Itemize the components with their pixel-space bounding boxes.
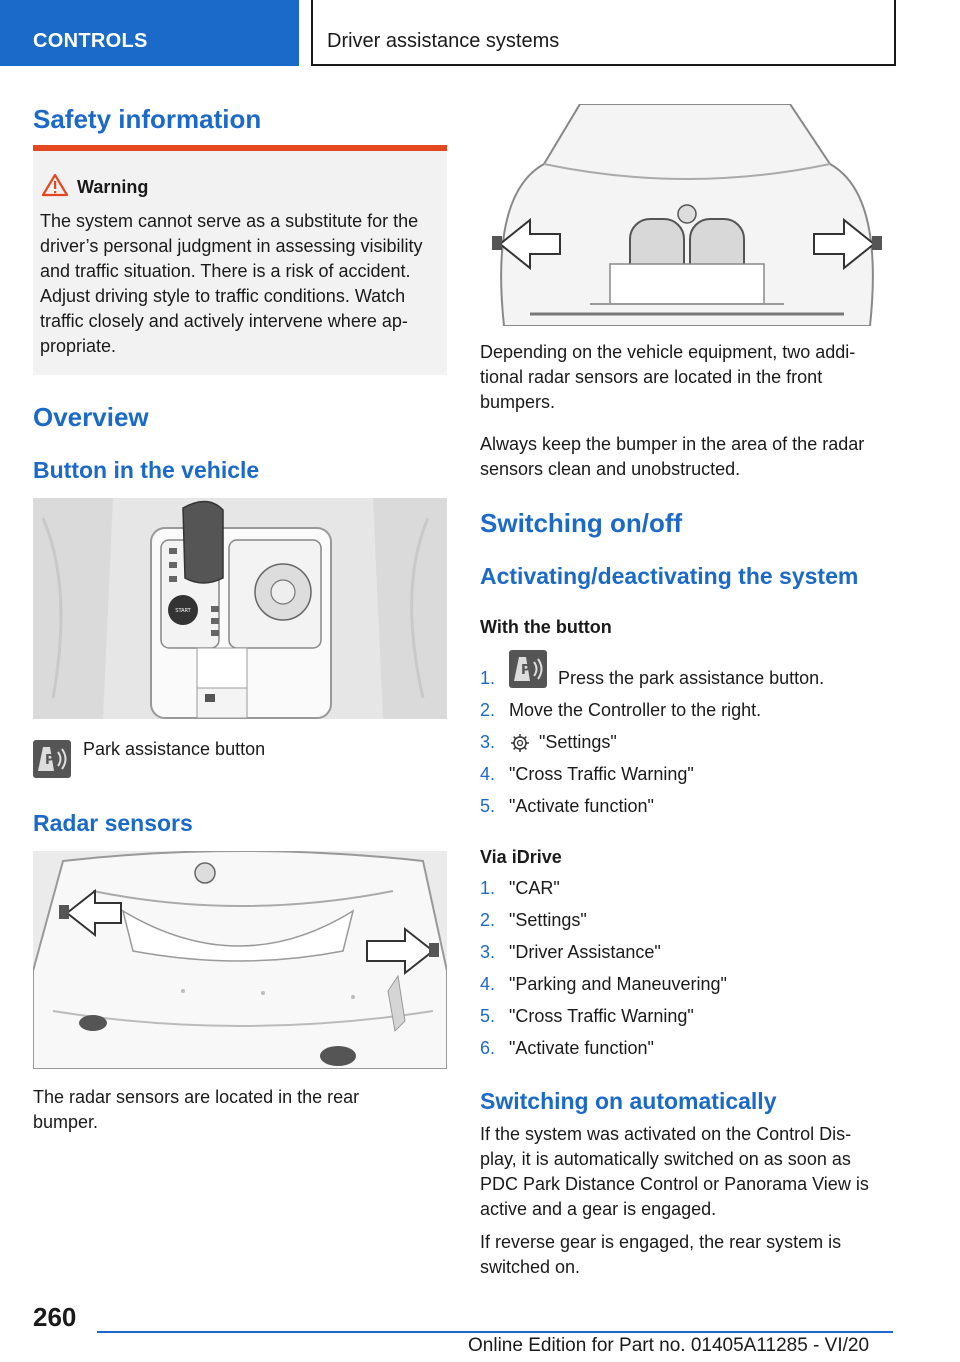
center-console-illustration bbox=[33, 498, 447, 719]
footer-divider bbox=[97, 1331, 893, 1333]
front-text-line: bumpers. bbox=[480, 392, 556, 412]
front-bumper-illustration bbox=[490, 104, 884, 326]
warning-line: and traffic situation. There is a risk of accident. bbox=[40, 261, 411, 281]
button-in-vehicle-heading: Button in the vehicle bbox=[33, 457, 260, 483]
step-number: 6. bbox=[480, 1038, 496, 1058]
park-assistance-button-icon bbox=[509, 650, 547, 693]
activating-deactivating-heading: Activating/deactivating the system bbox=[480, 563, 859, 589]
rear-bumper-illustration bbox=[33, 851, 447, 1069]
step-text: Press the park assistance button. bbox=[558, 668, 825, 688]
step-text: "Activate function" bbox=[509, 796, 654, 816]
via-idrive-heading: Via iDrive bbox=[480, 847, 562, 867]
warning-line: traffic closely and actively intervene where ap- bbox=[40, 311, 408, 331]
step-text: "Cross Traffic Warning" bbox=[509, 764, 694, 784]
step-number: 2. bbox=[480, 910, 496, 930]
switching-on-automatically-heading: Switching on automatically bbox=[480, 1088, 777, 1114]
auto-text-line: If the system was activated on the Control Dis- bbox=[480, 1124, 852, 1144]
warning-title: Warning bbox=[77, 177, 149, 197]
step-text: "Settings" bbox=[509, 910, 587, 930]
step-number: 3. bbox=[480, 942, 496, 962]
reverse-text-line: switched on. bbox=[480, 1257, 581, 1277]
header-section-label: CONTROLS bbox=[33, 30, 148, 52]
step-text: "Driver Assistance" bbox=[509, 942, 661, 962]
park-assistance-button-icon bbox=[33, 740, 71, 783]
radar-sensors-text bbox=[33, 1085, 359, 1135]
step-text: Move the Controller to the right. bbox=[509, 700, 762, 720]
step-number: 2. bbox=[480, 700, 496, 720]
page-number: 260 bbox=[33, 1302, 77, 1332]
svg-text:START: START bbox=[175, 608, 191, 614]
warning-line: Adjust driving style to traffic conditions. Watch bbox=[40, 286, 406, 306]
reverse-gear-text bbox=[480, 1230, 841, 1280]
radar-text-line: bumper. bbox=[33, 1112, 99, 1132]
bumper-clean-text bbox=[480, 432, 864, 482]
clean-text-line: sensors clean and unobstructed. bbox=[480, 459, 741, 479]
step-number: 5. bbox=[480, 796, 496, 816]
step-number: 3. bbox=[480, 732, 496, 752]
clean-text-line: Always keep the bumper in the area of the radar bbox=[480, 434, 865, 454]
switching-on-off-heading: Switching on/off bbox=[480, 508, 683, 538]
front-text-line: tional radar sensors are located in the front bbox=[480, 367, 823, 387]
step-number: 1. bbox=[480, 878, 496, 898]
with-the-button-heading: With the button bbox=[480, 617, 612, 637]
park-assistance-button-caption: Park assistance button bbox=[83, 739, 266, 759]
warning-triangle-icon bbox=[41, 173, 69, 197]
warning-line: The system cannot serve as a substitute for the bbox=[40, 211, 419, 231]
header-section-tab bbox=[0, 0, 299, 66]
front-text-line: Depending on the vehicle equipment, two addi- bbox=[480, 342, 856, 362]
step-number: 4. bbox=[480, 974, 496, 994]
svg-text:P: P bbox=[45, 753, 55, 768]
reverse-text-line: If reverse gear is engaged, the rear system is bbox=[480, 1232, 842, 1252]
safety-information-heading: Safety information bbox=[33, 104, 262, 134]
auto-text-line: PDC Park Distance Control or Panorama View is bbox=[480, 1174, 869, 1194]
warning-text bbox=[40, 209, 444, 359]
automatic-switching-text bbox=[480, 1122, 869, 1222]
radar-text-line: The radar sensors are located in the rear bbox=[33, 1087, 360, 1107]
header-chapter-label: Driver assistance systems bbox=[327, 30, 560, 52]
step-text: "CAR" bbox=[509, 878, 560, 898]
step-text: "Activate function" bbox=[509, 1038, 654, 1058]
svg-text:P: P bbox=[521, 663, 531, 678]
auto-text-line: active and a gear is engaged. bbox=[480, 1199, 717, 1219]
radar-sensors-heading: Radar sensors bbox=[33, 810, 193, 836]
step-number: 4. bbox=[480, 764, 496, 784]
gear-icon bbox=[509, 732, 531, 759]
header-chapter-tab bbox=[311, 0, 896, 66]
warning-line: propriate. bbox=[40, 336, 117, 356]
step-text: "Settings" bbox=[539, 732, 617, 752]
step-text: "Cross Traffic Warning" bbox=[509, 1006, 694, 1026]
warning-box bbox=[33, 145, 447, 375]
warning-line: driver’s personal judgment in assessing visibility bbox=[40, 236, 423, 256]
step-text: "Parking and Maneuvering" bbox=[509, 974, 727, 994]
step-number: 5. bbox=[480, 1006, 496, 1026]
footer-edition: Online Edition for Part no. 01405A11285 - VI/20 bbox=[468, 1335, 870, 1356]
auto-text-line: play, it is automatically switched on as soon as bbox=[480, 1149, 851, 1169]
overview-heading: Overview bbox=[33, 402, 149, 432]
step-number: 1. bbox=[480, 668, 496, 688]
front-sensors-text bbox=[480, 340, 855, 415]
